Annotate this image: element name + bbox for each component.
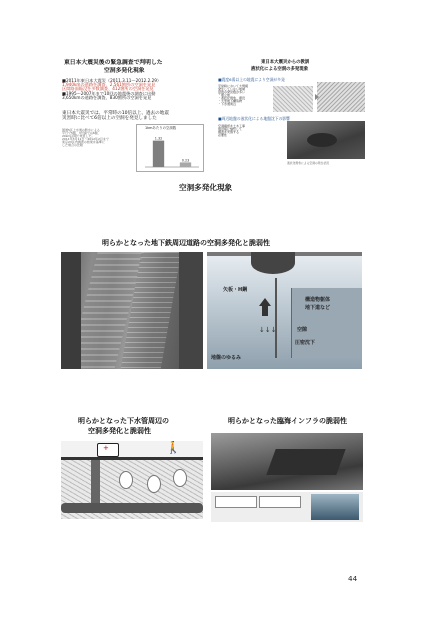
slide-2-caption: 液状化現象による空洞の発生状況 (287, 161, 329, 165)
up-arrow-icon (259, 298, 271, 306)
slide-2-section-1: ■震度6弱以上の地震により空洞が多発 (218, 77, 285, 82)
label-structure-2: 地下道など (305, 305, 331, 311)
s2-body-5: ・液状化現象、埋没 (218, 96, 246, 100)
slide-1-title-line2: 空洞多発化現象 (104, 68, 145, 74)
slide-2-body-2 (218, 125, 245, 137)
label-loose-ground: 地盤のゆるみ (211, 355, 242, 361)
highlight-line-2: 災害時に比べて6倍以上の空洞を発見しました (62, 115, 157, 121)
label-structure-1: 構造物躯体 (305, 297, 331, 303)
sewer-illustration: + 🚶 (61, 441, 203, 519)
slide-1 (58, 60, 211, 175)
chart-data-label-1: 1.32 (154, 136, 163, 141)
down-arrows-icon: ↓↓↓ (259, 326, 277, 334)
section-title-subway: 明らかとなった地下鉄周辺道路の空洞多発化と脆弱性 (102, 239, 270, 247)
slide-2-body (218, 85, 248, 106)
bullet-5: 3,650kmの道路を調査、830箇所の空洞を発見 (62, 94, 152, 100)
slide-2-title-line1: 東日本大震災からの教訓 (261, 60, 310, 65)
caption-top: 空洞多発化現象 (179, 183, 233, 192)
page-number: 44 (348, 574, 358, 583)
slide-1-bullets (62, 79, 161, 100)
s2-body-3: 量的の発見数が多い (218, 90, 246, 94)
s2-body-2: 発生していない地域 (218, 87, 246, 91)
manhole-shaft (91, 460, 100, 508)
road-aerial-photo (61, 252, 203, 369)
label-void: 空隙 (297, 327, 308, 333)
coastal-photo (211, 433, 363, 490)
section-title-sewer-line2: 空洞多発化と脆弱性 (88, 427, 151, 435)
slide-2 (215, 60, 367, 175)
note-4: 2011年3月11日〜2012年2月まで (62, 137, 109, 141)
s2-body2-4: 必要性 (218, 133, 228, 137)
bullet-3: 区間路面陥没を多数調査、412箇所の空洞を発見 (62, 86, 154, 92)
liquefaction-photo (287, 121, 365, 159)
s2-body-4: ・埋立地 (218, 93, 231, 97)
s2-body2-3: 調査を実施する (218, 130, 240, 134)
bullet-2: 1,940kmの道路を調査、2,561箇所の空洞を発見 (62, 82, 156, 88)
bar-chart (136, 124, 204, 172)
slide-1-highlight (62, 112, 169, 121)
note-5: 東京23区内調査の結果を基準に (62, 140, 105, 144)
note-1: 国道5区上水道の断水による (62, 128, 100, 132)
subway-diagram (207, 252, 362, 369)
chart-bar-1 (153, 141, 164, 167)
label-sheet-pile: 矢板・H鋼 (223, 287, 248, 293)
section-title-sewer-line1: 明らかとなった下水管周辺の (78, 417, 169, 425)
slide-1-notes (62, 129, 109, 147)
bullet-4: ■1995〜2007年まで10回の地震後の調査に出動 (62, 90, 156, 96)
label-compression: 圧密沈下 (295, 340, 316, 346)
sewer-pipe (61, 503, 203, 513)
highlight-line-1: 東日本大震災では、平常時の10倍以上、過去の地震 (62, 111, 169, 116)
chart-plot (137, 131, 203, 171)
note-3: 20km区間で発見した。 (62, 134, 95, 138)
s2-body-6: ・大型地下構造物 (218, 99, 243, 103)
s2-body2-1: 空洞確認を土木工事 (218, 124, 246, 128)
s2-body2-2: 復旧後に継続して (218, 127, 243, 131)
person-icon: 🚶 (165, 441, 182, 455)
slide-2-title-line2: 液状化による空洞の多発現象 (251, 67, 309, 72)
slide-2-section-2: ■周辺地盤の液状化による地盤沈下の影響 (218, 116, 290, 121)
chart-title: 1kmあたりの空洞数 (145, 126, 177, 130)
bullet-1: ■2011年東日本大震災（2011.3.11〜2012.2.29） (62, 78, 162, 83)
soil-diagram (273, 82, 365, 114)
slide-1-title-line1: 東日本大震災後の緊急調査で判明した (64, 60, 163, 66)
section-title-coastal: 明らかとなった臨海インフラの脆弱性 (228, 417, 347, 425)
chart-bar-2 (180, 162, 191, 167)
note-2: 平日で5割、3号線では6割、 (62, 131, 101, 135)
s2-body-7: ・下水道周辺 (218, 102, 237, 106)
coastal-diagram (211, 492, 363, 522)
s2-body-1: 平常時において大規模 (218, 84, 249, 88)
chart-data-label-2: 0.23 (181, 158, 190, 163)
note-6: した場合の比較 (62, 143, 84, 147)
